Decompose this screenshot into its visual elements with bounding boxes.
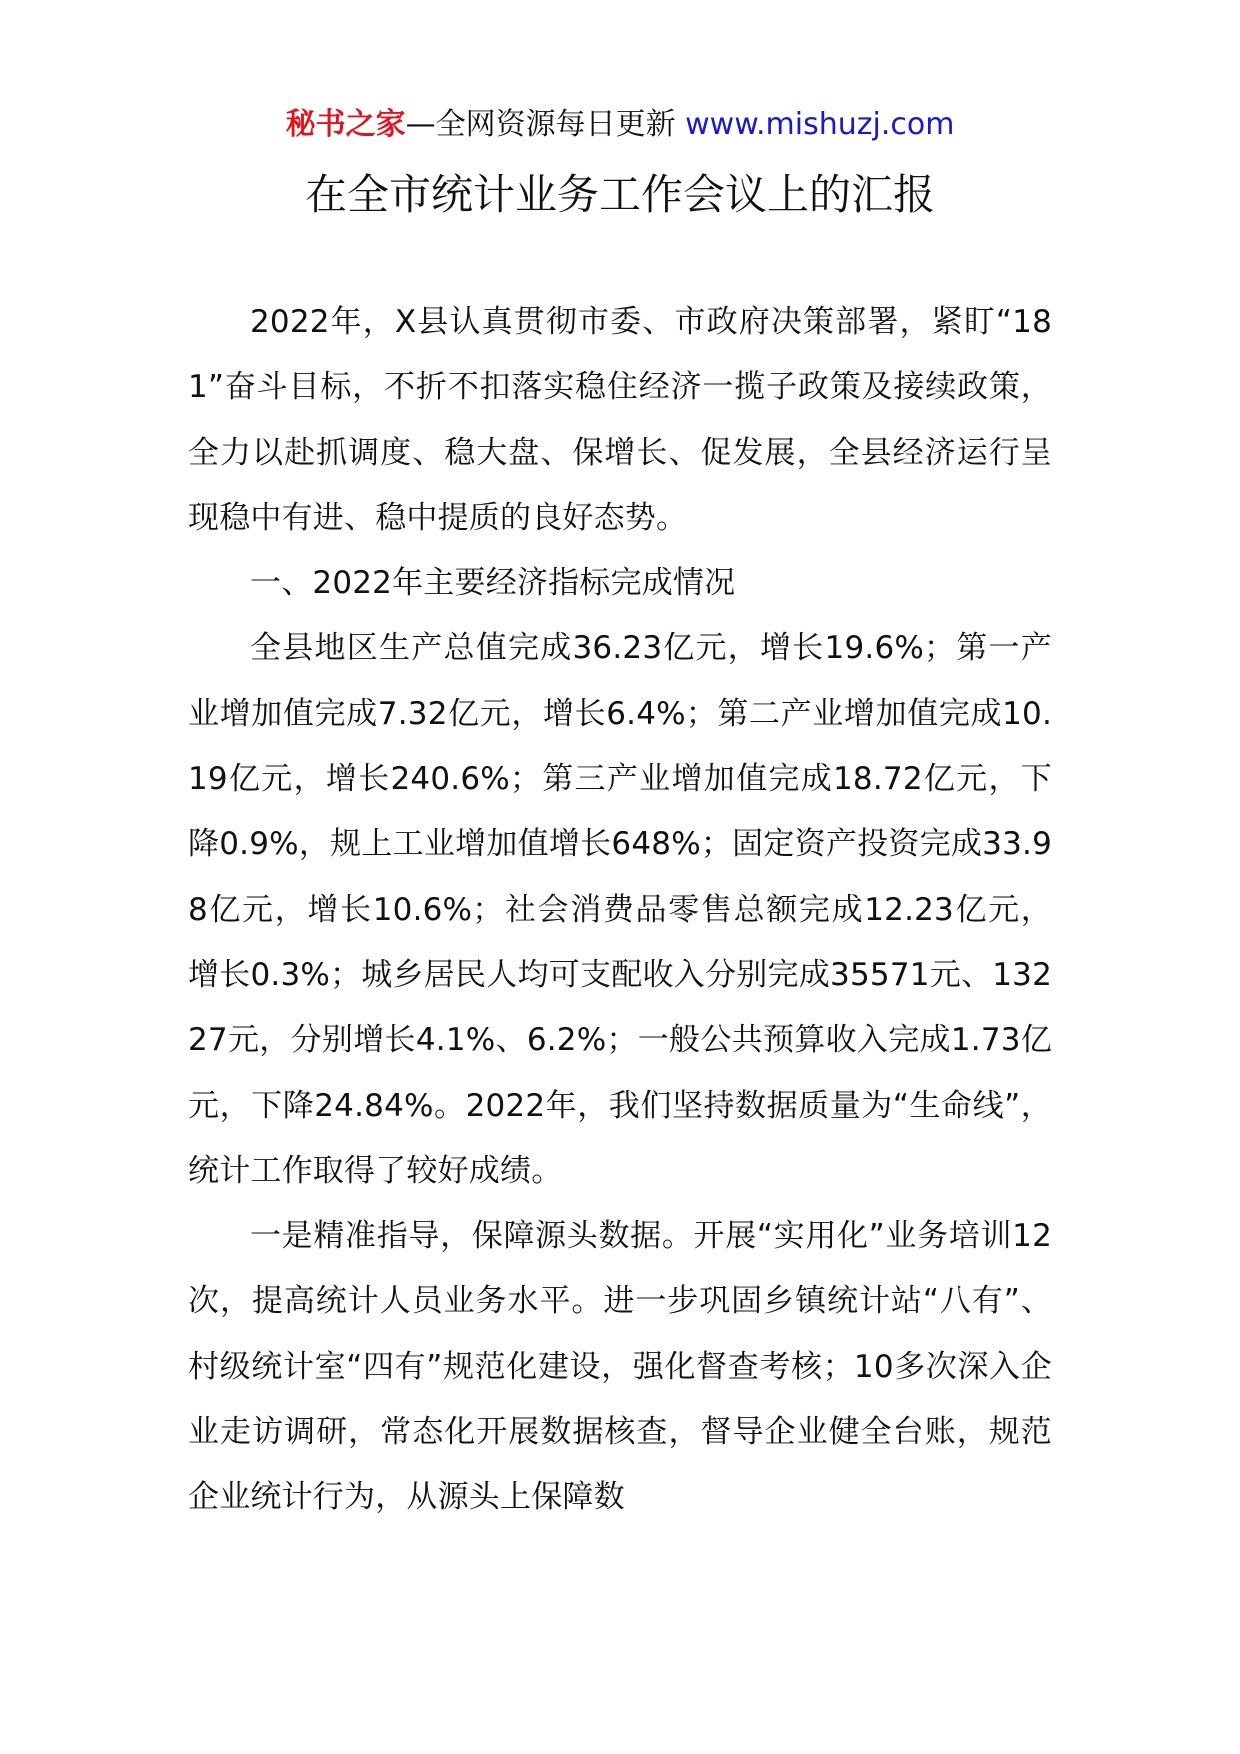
- brand-name: 秘书之家: [285, 107, 406, 142]
- site-banner: [0, 100, 1240, 150]
- document-body: [188, 290, 1052, 1531]
- paragraph-intro: 2022年，X县认真贯彻市委、市政府决策部署，紧盯“181”奋斗目标，不折不扣落实稳住经济一揽子政策及接续政策，全力以赴抓调度、稳大盘、保增长、促发展，全县经济运行呈现稳中有进、稳中提质的良好态势。: [188, 304, 1052, 536]
- section-heading: 一、2022年主要经济指标完成情况: [250, 565, 736, 602]
- site-url-link[interactable]: www.mishuzj.com: [685, 107, 955, 142]
- document-title: 在全市统计业务工作会议上的汇报: [304, 170, 935, 219]
- brand-slogan: —全网资源每日更新: [405, 107, 676, 142]
- paragraph-guidance: 一是精准指导，保障源头数据。开展“实用化”业务培训12次，提高统计人员业务水平。进一步巩固乡镇统计站“八有”、村级统计室“四有”规范化建设，强化督查考核；10多次深入企业走访调研，常态化开展数据核查，督导企业健全台账，规范企业统计行为，从源头上保障数: [188, 1218, 1052, 1516]
- paragraph-indicators: 全县地区生产总值完成36.23亿元，增长19.6%；第一产业增加值完成7.32亿元，增长6.4%；第二产业增加值完成10.19亿元，增长240.6%；第三产业增加值完成18.72亿元，下降0.9%，规上工业增加值增长648%；固定资产投资完成33.98亿元，增长10.6%；社会消费品零售总额完成12.23亿元，增长0.3%；城乡居民人均可支配收入分别完成35571元、13227元，分别增长4.1%、6.2%；一般公共预算收入完成1.73亿元，下降24.84%。2022年，我们坚持数据质量为“生命线”，统计工作取得了较好成绩。: [188, 630, 1052, 1189]
